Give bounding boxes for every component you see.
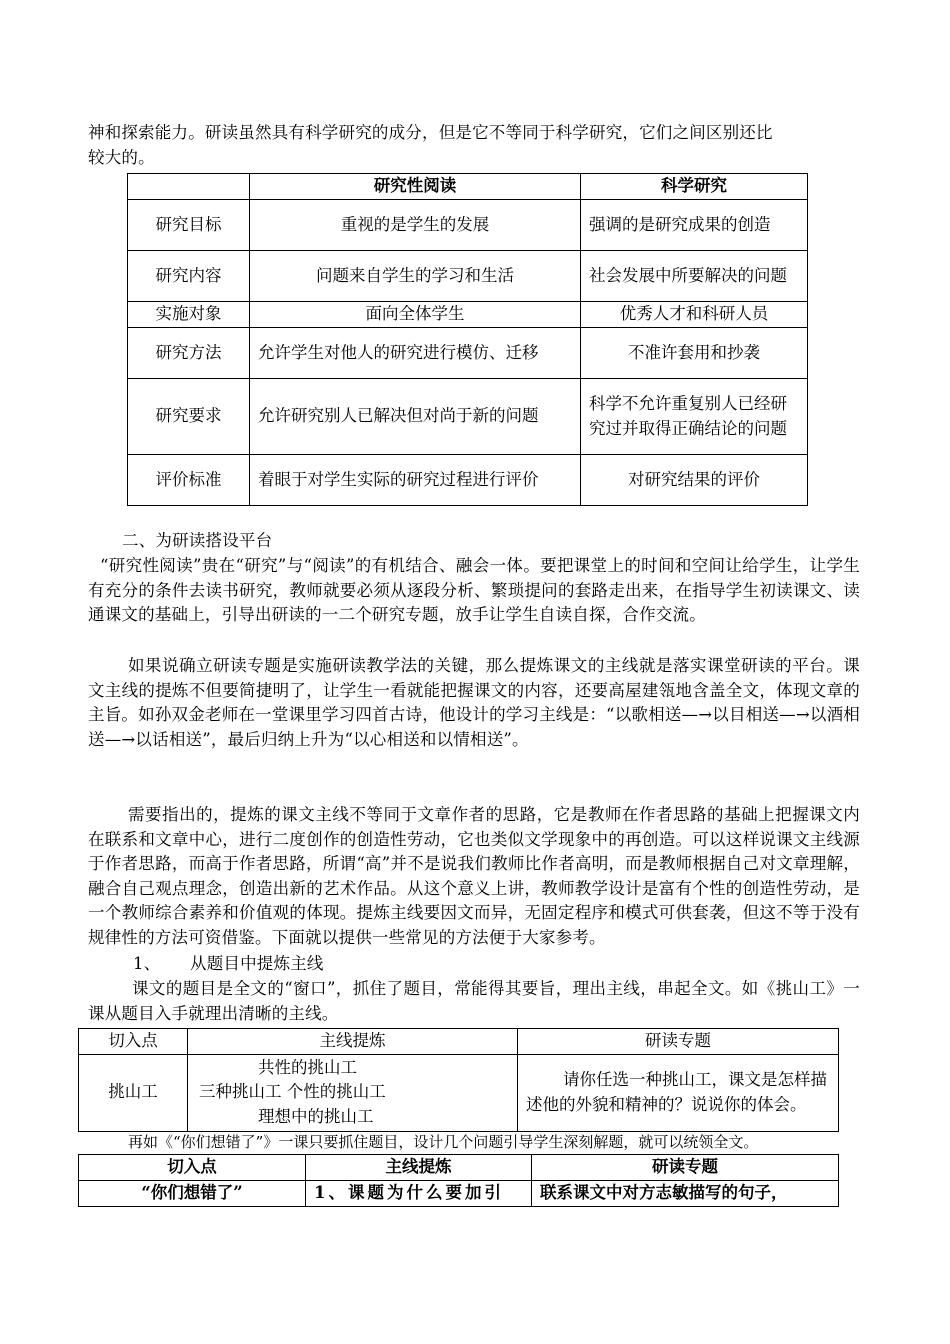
cell-science: 对研究结果的评价 bbox=[581, 455, 808, 506]
table-header-cell: 研读专题 bbox=[518, 1029, 839, 1055]
paragraph: 需要指出的，提炼的课文主线不等同于文章作者的思路，它是教师在作者思路的基础上把握课文内在联系和文章中心，进行二度创作的创造性劳动，它也类似文学现象中的再创造。可以这样说课文主线源于作者思路，而高于作者思路，所谓“高”并不是说我们教师比作者高明，而是教师根据自己对文章理解，融合自己观点理念，创造出新的艺术作品。从这个意义上讲，教师教学设计是富有个性的创造性劳动，是一个教师综合素养和价值观的体现。提炼主线要因文而异，无固定程序和模式可供套袭，但这不等于没有规律性的方法可资借鉴。下面就以提供一些常见的方法便于大家参考。 bbox=[88, 805, 860, 947]
table-header-cell: 切入点 bbox=[79, 1155, 306, 1181]
table-header-cell: 研究性阅读 bbox=[250, 174, 581, 200]
mainline-cell: 1、课题为什么要加引 bbox=[306, 1180, 532, 1206]
topic-cell: 联系课文中对方志敏描写的句子， bbox=[532, 1180, 839, 1206]
cell-reading: 问题来自学生的学习和生活 bbox=[250, 251, 581, 302]
cell-science: 科学不允许重复别人已经研究过并取得正确结论的问题 bbox=[581, 379, 808, 455]
cell-reading: 着眼于对学生实际的研究过程进行评价 bbox=[250, 455, 581, 506]
paragraph: 再如《“你们想错了”》一课只要抓住题目，设计几个问题引导学生深刻解题，就可以统领全文。 bbox=[128, 1133, 759, 1151]
mainline-line: 共性的挑山工 bbox=[258, 1057, 357, 1077]
list-number: 1、 bbox=[133, 954, 161, 973]
row-label: 研究目标 bbox=[128, 200, 250, 251]
intro-line-1: 神和探索能力。研读虽然具有科学研究的成分，但是它不等同于科学研究，它们之间区别还比 bbox=[88, 123, 773, 142]
table-header-cell: 主线提炼 bbox=[188, 1029, 518, 1055]
cell-reading: 允许研究别人已解决但对尚于新的问题 bbox=[250, 379, 581, 455]
list-item-text: 从题目中提炼主线 bbox=[190, 954, 324, 973]
table-header-cell: 研读专题 bbox=[532, 1155, 839, 1181]
cell-science: 不准许套用和抄袭 bbox=[581, 328, 808, 379]
row-label: 研究方法 bbox=[128, 328, 250, 379]
cell-reading: 允许学生对他人的研究进行模仿、迁移 bbox=[250, 328, 581, 379]
cell-science: 社会发展中所要解决的问题 bbox=[581, 251, 808, 302]
cell-science: 强调的是研究成果的创造 bbox=[581, 200, 808, 251]
mainline-line: 理想中的挑山工 bbox=[258, 1106, 374, 1126]
paragraph: 课文的题目是全文的“窗口”，抓住了题目，常能得其要旨，理出主线，串起全文。如《挑山工》一课从题目入手就理出清晰的主线。 bbox=[88, 979, 860, 1023]
entry-cell: “你们想错了” bbox=[79, 1180, 306, 1206]
paragraph: “研究性阅读”贵在“研究”与“阅读”的有机结合、融会一体。要把课堂上的时间和空间让给学生，让学生有充分的条件去读书研究，教师就要必须从逐段分析、繁琐提问的套路走出来，在指导学生初读课文、读通课文的基础上，引导出研读的一二个研究专题，放手让学生自读自探，合作交流。 bbox=[88, 556, 860, 624]
nimen-table bbox=[78, 1154, 839, 1207]
comparison-table bbox=[127, 173, 808, 506]
row-label: 研究要求 bbox=[128, 379, 250, 455]
paragraph: 如果说确立研读专题是实施研读教学法的关键，那么提炼课文的主线就是落实课堂研读的平台。课文主线的提炼不但要简捷明了，让学生一看就能把握课文的内容，还要高屋建瓴地含盖全文，体现文章的主旨。如孙双金老师在一堂课里学习四首古诗，他设计的学习主线是：“以歌相送—→以目相送—→以酒相送—→以话相送”，最后归纳上升为“以心相送和以情相送”。 bbox=[88, 656, 860, 749]
table-header-cell: 科学研究 bbox=[581, 174, 808, 200]
table-header-cell: 主线提炼 bbox=[306, 1155, 532, 1181]
tiaoshangong-table bbox=[78, 1028, 839, 1132]
mainline-cell bbox=[188, 1054, 518, 1131]
cell-reading: 重视的是学生的发展 bbox=[250, 200, 581, 251]
row-label: 实施对象 bbox=[128, 302, 250, 328]
table-header-cell: 切入点 bbox=[79, 1029, 188, 1055]
topic-cell: 请你任选一种挑山工，课文是怎样描述他的外貌和精神的？说说你的体会。 bbox=[518, 1054, 839, 1131]
mainline-line: 三种挑山工 个性的挑山工 bbox=[199, 1082, 386, 1102]
cell-science: 优秀人才和科研人员 bbox=[581, 302, 808, 328]
cell-reading: 面向全体学生 bbox=[250, 302, 581, 328]
entry-cell: 挑山工 bbox=[79, 1054, 188, 1131]
section-heading: 二、为研读搭设平台 bbox=[122, 531, 273, 550]
row-label: 研究内容 bbox=[128, 251, 250, 302]
table-header-cell bbox=[128, 174, 250, 200]
row-label: 评价标准 bbox=[128, 455, 250, 506]
intro-line-2: 较大的。 bbox=[88, 148, 155, 167]
